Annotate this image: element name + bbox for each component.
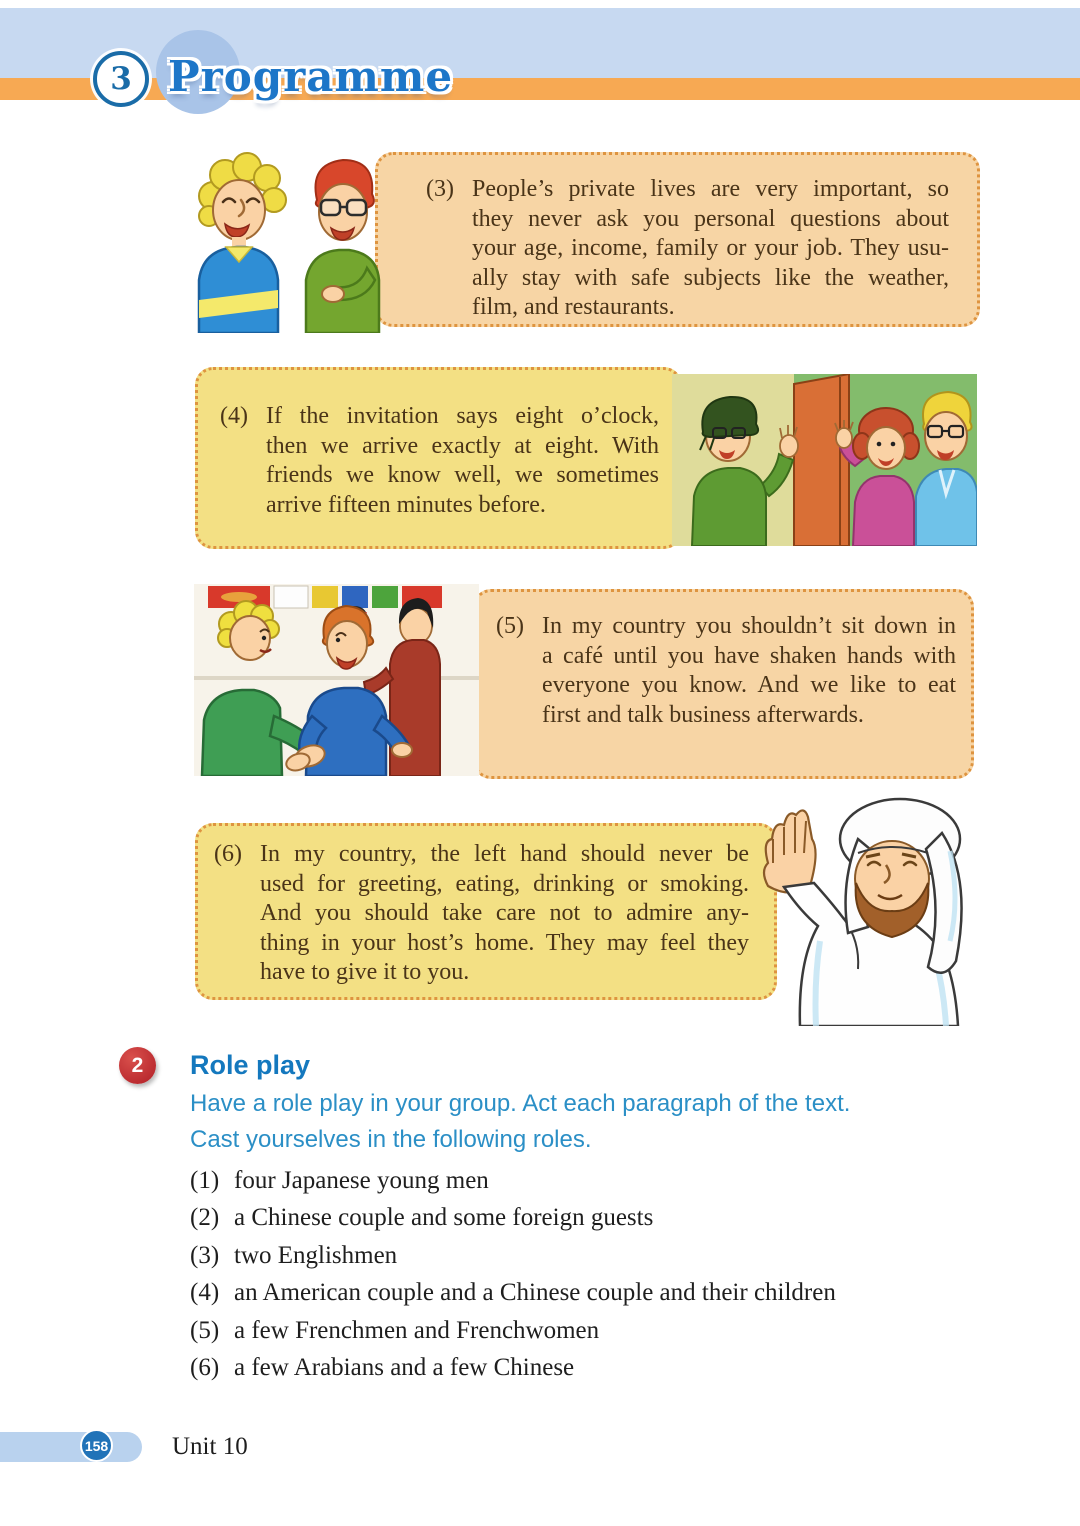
box-5-number: (5) — [496, 613, 524, 639]
role-item: (5) a few Frenchmen and Frenchwomen — [190, 1316, 600, 1344]
text-box-5 — [473, 589, 974, 779]
box-6-number: (6) — [214, 841, 242, 867]
role-item: (3) two Englishmen — [190, 1241, 398, 1269]
text-box-3 — [375, 152, 980, 327]
box-3-number: (3) — [426, 176, 454, 202]
box-5-text: In my country you shouldn’t sit down in a café until you have shaken hands with everyone you know. And we like to eat first and talk business afterwards. — [542, 613, 956, 728]
text-box-6 — [195, 823, 777, 1000]
box-4-text: If the invitation says eight o’clock, then we arrive exactly at eight. With friends we know well, we sometimes arrive fifteen minutes before. — [266, 403, 659, 518]
illustration-arab-man-waving — [740, 791, 990, 1031]
illustration-two-men-talking — [175, 148, 405, 338]
unit-label: Unit 10 — [172, 1433, 248, 1460]
section-number: 3 — [110, 61, 132, 97]
role-item: (2) a Chinese couple and some foreign guests — [190, 1204, 654, 1232]
page-number: 158 — [84, 1437, 109, 1454]
instruction-line: Have a role play in your group. Act each paragraph of the text. — [190, 1090, 851, 1117]
roles-list — [190, 1162, 950, 1387]
footer-pill — [0, 1432, 142, 1462]
box-6-text: In my country, the left hand should never be used for greeting, eating, drinking or smoking. And you should take care not to admire any- thing in your host’s home. They may feel they have to give it to you. — [260, 841, 749, 985]
instruction-line: Cast yourselves in the following roles. — [190, 1126, 592, 1153]
activity-instructions — [190, 1086, 910, 1158]
role-item: (4) an American couple and a Chinese couple and their children — [190, 1279, 836, 1307]
activity-number: 2 — [131, 1053, 144, 1077]
box-4-number: (4) — [220, 403, 248, 429]
illustration-cafe-handshake — [193, 584, 480, 781]
box-3-text: People’s private lives are very important, so they never ask you personal questions about your age, income, family or your job. They usu- ally stay with safe subjects like the weather, film, and restaurants. — [472, 176, 949, 320]
page-title: Programme — [168, 52, 454, 101]
page-number-badge — [80, 1429, 113, 1462]
role-item: (6) a few Arabians and a few Chinese — [190, 1354, 575, 1382]
role-item: (1) four Japanese young men — [190, 1166, 489, 1194]
illustration-arriving-at-door — [672, 374, 977, 551]
section-number-badge — [93, 51, 149, 107]
activity-number-badge — [119, 1047, 156, 1084]
text-box-4 — [195, 367, 682, 549]
activity-title: Role play — [190, 1050, 311, 1080]
